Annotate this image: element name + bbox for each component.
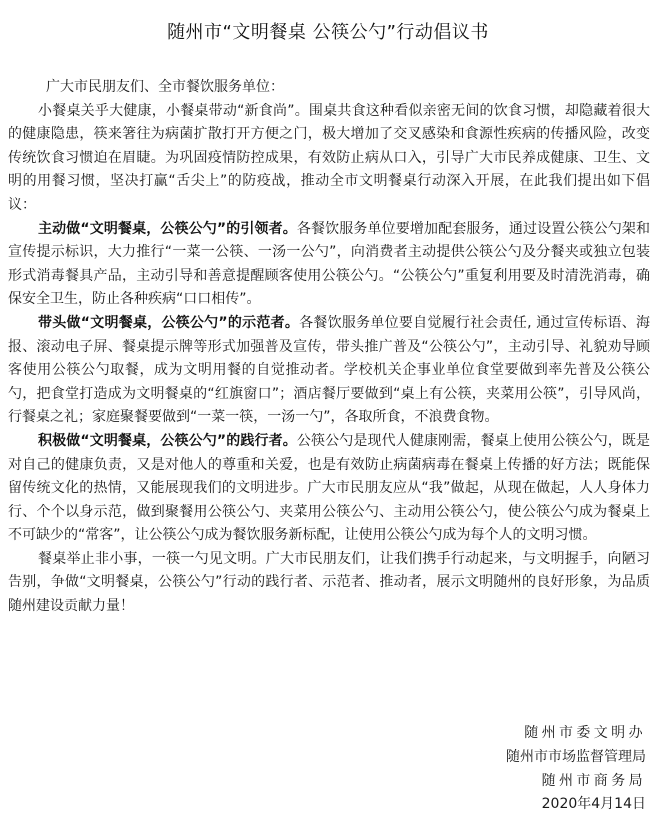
document-title: 随州市“文明餐桌 公筷公勺”行动倡议书	[167, 22, 489, 43]
signature-block	[386, 722, 646, 817]
signatory-1: 随州市委文明办	[524, 725, 646, 741]
section-paragraph-1	[8, 218, 650, 312]
section-text-3: 公筷公勺是现代人健康刚需，餐桌上使用公筷公勺，既是对自己的健康负责，又是对他人的尊重和关爱，也是有效防止病菌病毒在餐桌上传播的好方法；既能保留传统文化的热情，又能展现我们的文明进步。广大市民朋友应从“我”做起，从现在做起，人人身体力行、个个以身示范，做到聚餐用公筷公勺、夹菜用公筷公勺、主动用公筷公勺，使公筷公勺成为餐桌上不可缺少的“常客”，让公筷公勺成为餐饮服务新标配，让使用公筷公勺成为每个人的文明习惯。	[8, 432, 650, 544]
intro-paragraph: 小餐桌关乎大健康，小餐桌带动“新食尚”。围桌共食这种看似亲密无间的饮食习惯，却隐藏着很大的健康隐患，筷来箸往为病菌扩散打开方便之门，极大增加了交叉感染和食源性疾病的传播风险，改变传统饮食习惯迫在眉睫。为巩固疫情防控成果，有效防止病从口入，引导广大市民养成健康、卫生、文明的用餐习惯，坚决打赢“舌尖上”的防疫战，推动全市文明餐桌行动深入开展，在此我们提出如下倡议：	[8, 102, 650, 213]
salutation: 广大市民朋友们、全市餐饮服务单位：	[46, 79, 284, 95]
signatory-3: 随州市商务局	[541, 772, 646, 789]
section-text-1: 各餐饮服务单位要增加配套服务，通过设置公筷公勺架和宣传提示标识，大力推行“一菜一公筷、一汤一公勺”，向消费者主动提供公筷公勺及分餐夹或独立包装形式消毒餐具产品，主动引导和善意提醒顾客使用公筷公勺。“公筷公勺”重复利用要及时清洗消毒，确保安全卫生，防止各种疾病“口口相传”。	[8, 220, 650, 308]
section-heading-2: 带头做“文明餐桌，公筷公勺”的示范者。	[38, 314, 300, 331]
section-text-2: 各餐饮服务单位要自觉履行社会责任, 通过宣传标语、海报、滚动电子屏、餐桌提示牌等形式加强普及宣传，带头推广普及“公筷公勺”，主动引导、礼貌劝导顾客使用公筷公勺取餐，成为文明用餐的自觉推动者。学校机关企事业单位食堂要做到率先普及公筷公勺，把食堂打造成为文明餐桌的“红旗窗口”；酒店餐厅要做到“桌上有公筷，夹菜用公筷”，引导风尚，行餐桌之礼；家庭聚餐要做到“一菜一筷，一汤一勺”，各取所食，不浪费食物。	[8, 314, 650, 426]
document-date: 2020年4月14日	[541, 796, 646, 813]
section-paragraph-3	[8, 430, 650, 548]
document-body	[8, 76, 650, 619]
section-heading-1: 主动做“文明餐桌，公筷公勺”的引领者。	[38, 220, 297, 237]
signatory-2: 随州市市场监督管理局	[506, 748, 646, 765]
section-paragraph-2	[8, 312, 650, 430]
closing-paragraph: 餐桌举止非小事，一筷一勺见文明。广大市民朋友们，让我们携手行动起来，与文明握手，向陋习告别，争做“文明餐桌，公筷公勺”行动的践行者、示范者、推动者，展示文明随州的良好形象，为品质随州建设贡献力量！	[8, 550, 650, 615]
section-heading-3: 积极做“文明餐桌，公筷公勺”的践行者。	[38, 432, 297, 449]
